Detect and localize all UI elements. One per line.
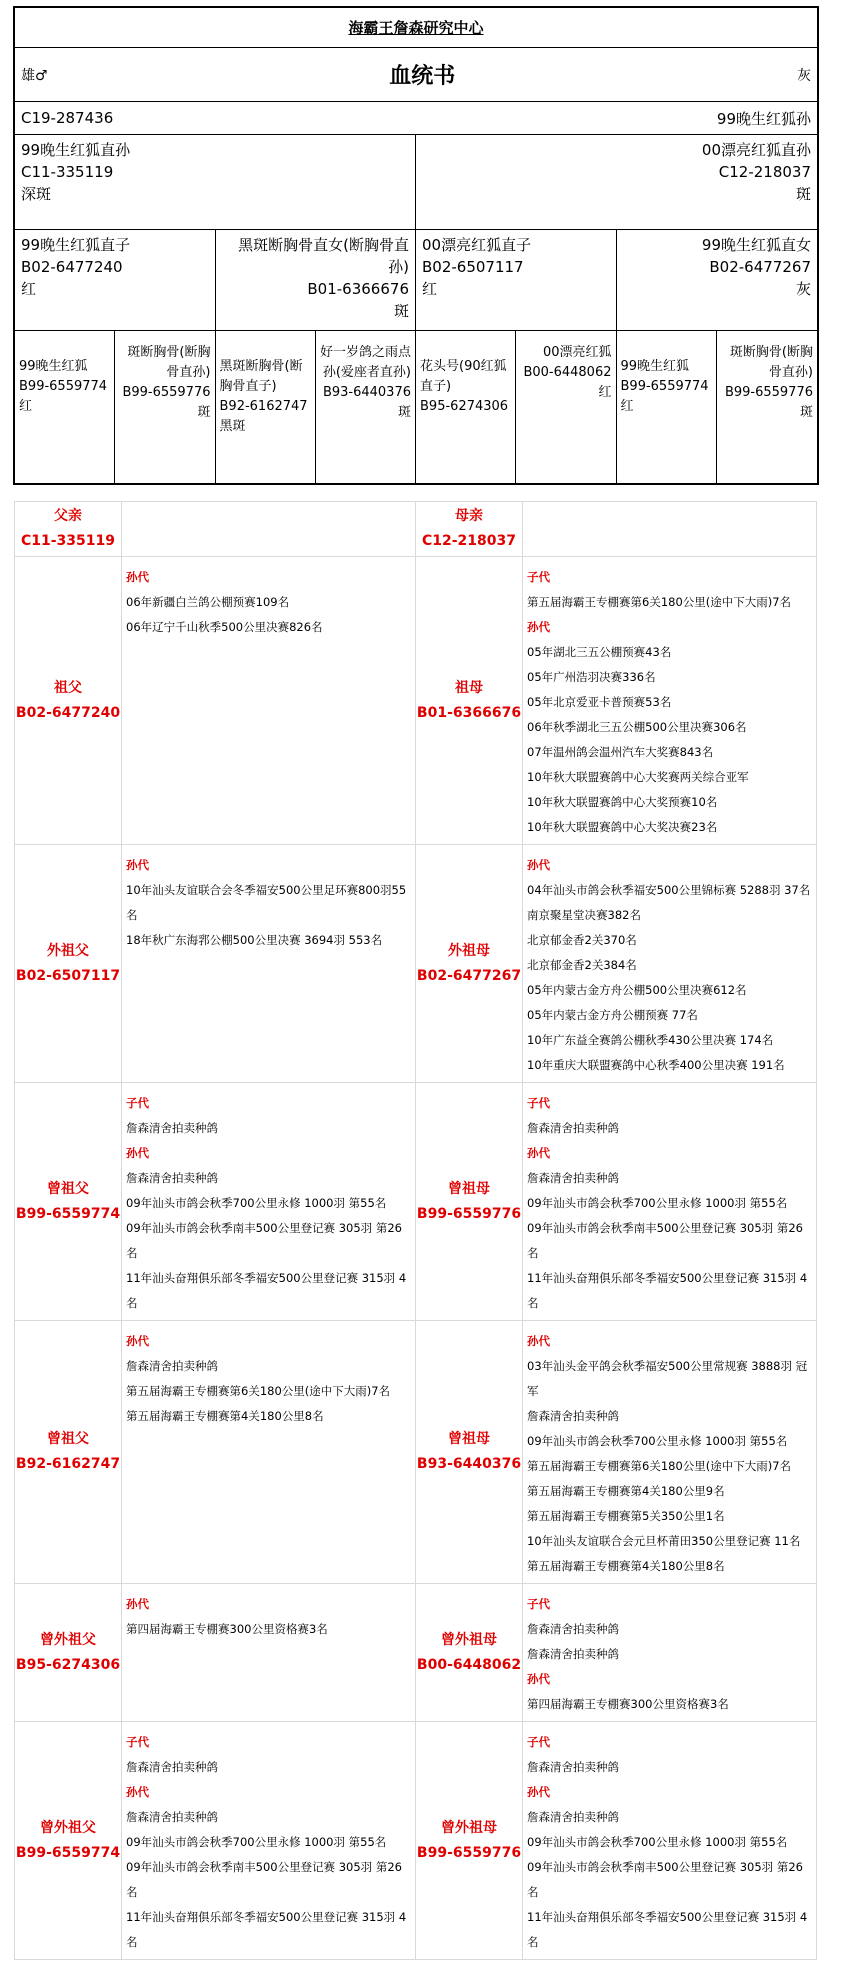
- race-record: 詹森清舍拍卖种鸽: [126, 1359, 218, 1373]
- bird-name: 好一岁鸽之雨点孙(爱座者直孙): [319, 345, 411, 380]
- bird-ring: B99-6559774: [620, 379, 709, 394]
- generation-heading: 子代: [126, 1096, 149, 1110]
- dam-cell: [416, 135, 817, 229]
- generation-heading: 孙代: [126, 1146, 149, 1160]
- race-record: 10年重庆大联盟赛鸽中心秋季400公里决赛 191名: [527, 1058, 785, 1072]
- generation-heading: 孙代: [527, 620, 550, 634]
- race-record: 10年秋大联盟赛鸽中心大奖赛两关综合亚军: [527, 770, 749, 784]
- relation-label: [15, 1722, 122, 1960]
- empty-cell: [523, 502, 817, 557]
- generation-heading: 孙代: [527, 1785, 550, 1799]
- race-record: 第五届海霸王专棚赛第6关180公里(途中下大雨)7名: [126, 1384, 391, 1398]
- record-row: [15, 1722, 817, 1960]
- race-record-list: [122, 845, 416, 1083]
- race-record: 10年汕头友谊联合会冬季福安500公里足环赛800羽55名: [126, 883, 407, 922]
- race-record: 詹森清舍拍卖种鸽: [126, 1121, 218, 1135]
- race-record: 詹森清舍拍卖种鸽: [126, 1810, 218, 1824]
- grandparents-row: [15, 230, 817, 331]
- relation-title: 父亲: [54, 508, 82, 524]
- relation-label: [15, 557, 122, 845]
- race-record: 09年汕头市鸽会秋季南丰500公里登记赛 305羽 第26名: [527, 1221, 803, 1260]
- record-row: [15, 1083, 817, 1321]
- bird-color: 红: [422, 280, 438, 298]
- relation-title: 曾祖父: [47, 1180, 89, 1197]
- record-row: [15, 1321, 817, 1584]
- bird-name: 99晚生红狐直子: [21, 236, 131, 254]
- relation-label: [15, 1584, 122, 1722]
- relation-title: 曾祖母: [448, 1431, 490, 1447]
- race-record: 09年汕头市鸽会秋季700公里永修 1000羽 第55名: [527, 1196, 788, 1210]
- generation-heading: 孙代: [126, 570, 149, 584]
- sire-color: 深斑: [21, 185, 52, 203]
- organization-title: 海霸王詹森研究中心: [15, 8, 817, 48]
- race-record: 04年汕头市鸽会秋季福安500公里锦标赛 5288羽 37名: [527, 883, 811, 897]
- father-label: [15, 502, 122, 557]
- relation-label: [416, 1722, 523, 1960]
- bird-name: 99晚生红狐: [19, 359, 88, 374]
- relation-ring: B02-6477240: [15, 704, 121, 721]
- strain-label: 99晚生红狐孙: [716, 109, 811, 128]
- race-record-list: [122, 1083, 416, 1321]
- race-record-list: [122, 1321, 416, 1584]
- generation-heading: 孙代: [126, 858, 149, 872]
- relation-label: [416, 1083, 523, 1321]
- bird-ring: B02-6477240: [21, 258, 123, 276]
- race-record: 第五届海霸王专棚赛第4关180公里8名: [527, 1559, 725, 1573]
- race-record: 18年秋广东海郛公棚500公里决赛 3694羽 553名: [126, 933, 383, 947]
- race-record: 11年汕头奋翔俱乐部冬季福安500公里登记赛 315羽 4名: [527, 1271, 808, 1310]
- race-record: 10年秋大联盟赛鸽中心大奖预赛10名: [527, 795, 718, 809]
- race-record: 09年汕头市鸽会秋季700公里永修 1000羽 第55名: [126, 1196, 387, 1210]
- race-record: 詹森清舍拍卖种鸽: [126, 1171, 218, 1185]
- race-record: 09年汕头市鸽会秋季南丰500公里登记赛 305羽 第26名: [126, 1221, 402, 1260]
- race-record: 11年汕头奋翔俱乐部冬季福安500公里登记赛 315羽 4名: [126, 1271, 407, 1310]
- race-records-table: [14, 501, 817, 1960]
- relation-ring: B02-6507117: [15, 967, 121, 984]
- race-record: 09年汕头市鸽会秋季700公里永修 1000羽 第55名: [527, 1835, 788, 1849]
- generation-heading: 孙代: [126, 1334, 149, 1348]
- relation-title: 曾祖母: [448, 1180, 490, 1197]
- race-record: 北京郁金香2关370名: [527, 933, 637, 947]
- race-record: 詹森清舍拍卖种鸽: [527, 1647, 619, 1661]
- race-record: 10年汕头友谊联合会元旦杯莆田350公里登记赛 11名: [527, 1534, 801, 1548]
- bird-color: 斑: [393, 302, 409, 320]
- relation-label: [416, 845, 523, 1083]
- generation-heading: 孙代: [527, 858, 550, 872]
- race-record: 06年辽宁千山秋季500公里决赛826名: [126, 620, 323, 634]
- relation-label: [15, 1083, 122, 1321]
- dam-ring: C12-218037: [718, 163, 811, 181]
- race-record: 第四届海霸王专棚赛300公里资格赛3名: [527, 1697, 729, 1711]
- relation-label: [416, 557, 523, 845]
- relation-title: 曾外祖母: [441, 1631, 497, 1648]
- relation-title: 外祖父: [47, 942, 89, 959]
- race-record: 10年广东益全赛鸽公棚秋季430公里决赛 174名: [527, 1033, 774, 1047]
- race-record-list: [523, 1083, 817, 1321]
- race-record-list: [523, 1722, 817, 1960]
- relation-ring: B99-6559776: [416, 1205, 522, 1222]
- relation-title: 母亲: [455, 508, 483, 524]
- race-record: 06年新疆白兰鸽公棚预赛109名: [126, 595, 290, 609]
- bird-color: 斑: [397, 405, 411, 420]
- race-record: 06年秋季湖北三五公棚500公里决赛306名: [527, 720, 747, 734]
- relation-ring: B00-6448062: [416, 1656, 522, 1673]
- race-record: 11年汕头奋翔俱乐部冬季福安500公里登记赛 315羽 4名: [126, 1910, 407, 1949]
- great-grandparent-cell: [15, 331, 115, 483]
- race-record: 詹森清舍拍卖种鸽: [126, 1760, 218, 1774]
- race-record: 北京郁金香2关384名: [527, 958, 637, 972]
- document-title: 血统书: [389, 64, 456, 89]
- generation-heading: 孙代: [527, 1672, 550, 1686]
- relation-title: 曾外祖母: [441, 1819, 497, 1836]
- relation-ring: B99-6559776: [416, 1844, 522, 1861]
- relation-title: 曾外祖父: [40, 1631, 96, 1648]
- race-record: 07年温州鸽会温州汽车大奖赛843名: [527, 745, 714, 759]
- race-record: 09年汕头市鸽会秋季700公里永修 1000羽 第55名: [527, 1434, 788, 1448]
- parents-header-row: [15, 502, 817, 557]
- id-bar: [15, 102, 817, 135]
- generation-heading: 孙代: [126, 1597, 149, 1611]
- race-record: 05年内蒙古金方舟公棚预赛 77名: [527, 1008, 698, 1022]
- bird-ring: B99-6559776: [122, 385, 211, 400]
- race-record-list: [523, 1321, 817, 1584]
- bird-name: 99晚生红狐: [620, 359, 690, 374]
- race-record: 詹森清舍拍卖种鸽: [527, 1760, 619, 1774]
- grandparent-cell: [617, 230, 818, 330]
- bird-name: 斑断胸骨(断胸骨直孙): [729, 345, 813, 380]
- generation-heading: 子代: [126, 1735, 149, 1749]
- bird-color: 红: [21, 280, 37, 298]
- bird-ring: B02-6477267: [709, 258, 811, 276]
- bird-name: 00漂亮红狐直子: [422, 236, 532, 254]
- record-row: [15, 1584, 817, 1722]
- relation-title: 外祖母: [448, 942, 490, 959]
- race-record: 詹森清舍拍卖种鸽: [527, 1171, 619, 1185]
- relation-title: 祖父: [54, 679, 82, 696]
- record-row: [15, 557, 817, 845]
- race-record: 第五届海霸王专棚赛第6关180公里(途中下大雨)7名: [527, 595, 792, 609]
- race-record: 第五届海霸王专棚赛第5关350公里1名: [527, 1509, 725, 1523]
- great-grandparent-cell: [717, 331, 817, 483]
- race-record-list: [523, 1584, 817, 1722]
- bird-name: 黑斑断胸骨(断胸骨直子): [219, 359, 303, 394]
- bird-ring: B02-6507117: [422, 258, 524, 276]
- race-record-list: [122, 1584, 416, 1722]
- bird-color: 红: [19, 399, 33, 414]
- bird-name: 00漂亮红狐: [542, 345, 612, 360]
- race-record: 第四届海霸王专棚赛300公里资格赛3名: [126, 1622, 328, 1636]
- race-record-list: [122, 1722, 416, 1960]
- relation-title: 曾祖父: [47, 1431, 89, 1447]
- race-record: 10年秋大联盟赛鸽中心大奖决赛23名: [527, 820, 718, 834]
- relation-ring: B99-6559774: [15, 1205, 121, 1222]
- grandparent-cell: [15, 230, 216, 330]
- great-grandparent-cell: [115, 331, 215, 483]
- bird-color: 斑: [197, 405, 211, 420]
- sire-ring: C11-335119: [21, 163, 114, 181]
- relation-title: 曾外祖父: [40, 1819, 96, 1836]
- generation-heading: 孙代: [527, 1146, 550, 1160]
- generation-heading: 子代: [527, 1597, 550, 1611]
- race-record: 詹森清舍拍卖种鸽: [527, 1409, 619, 1423]
- bird-ring: B01-6366676: [307, 280, 409, 298]
- sex-label: 雄♂: [21, 67, 48, 84]
- relation-label: [15, 1321, 122, 1584]
- empty-cell: [122, 502, 416, 557]
- great-grandparent-cell: [516, 331, 616, 483]
- relation-ring: B01-6366676: [416, 704, 522, 721]
- race-record: 05年广州浩羽决赛336名: [527, 670, 656, 684]
- grandparent-cell: [416, 230, 617, 330]
- bird-color: 黑斑: [219, 419, 246, 434]
- great-grandparents-row: [15, 331, 817, 483]
- race-record-list: [523, 557, 817, 845]
- dam-name: 00漂亮红狐直孙: [701, 141, 811, 159]
- relation-ring: B99-6559774: [15, 1844, 121, 1861]
- race-record: 05年湖北三五公棚预赛43名: [527, 645, 672, 659]
- great-grandparent-cell: [416, 331, 516, 483]
- pedigree-certificate: [13, 6, 819, 485]
- relation-ring: B92-6162747: [15, 1456, 121, 1472]
- race-record: 03年汕头金平鸽会秋季福安500公里常规赛 3888羽 冠军: [527, 1359, 808, 1398]
- great-grandparent-cell: [617, 331, 717, 483]
- ring-number: C19-287436: [21, 109, 114, 127]
- relation-ring: B93-6440376: [416, 1456, 522, 1472]
- race-record: 詹森清舍拍卖种鸽: [527, 1121, 619, 1135]
- race-record: 詹森清舍拍卖种鸽: [527, 1622, 619, 1636]
- relation-title: 祖母: [455, 679, 483, 696]
- relation-ring: C11-335119: [20, 533, 115, 549]
- generation-heading: 孙代: [527, 1334, 550, 1348]
- record-row: [15, 845, 817, 1083]
- bird-name: 花头号(90红狐直子): [420, 359, 507, 394]
- race-record-list: [122, 557, 416, 845]
- race-record: 11年汕头奋翔俱乐部冬季福安500公里登记赛 315羽 4名: [527, 1910, 808, 1949]
- race-record: 09年汕头市鸽会秋季700公里永修 1000羽 第55名: [126, 1835, 387, 1849]
- grandparent-cell: [216, 230, 417, 330]
- sire-name: 99晚生红狐直孙: [21, 141, 131, 159]
- bird-ring: B95-6274306: [420, 399, 509, 414]
- color-label: 灰: [796, 67, 811, 84]
- race-record: 第五届海霸王专棚赛第6关180公里(途中下大雨)7名: [527, 1459, 792, 1473]
- relation-ring: B02-6477267: [416, 967, 522, 984]
- great-grandparent-cell: [216, 331, 316, 483]
- dam-color: 斑: [795, 185, 811, 203]
- bird-ring: B00-6448062: [523, 365, 612, 380]
- bird-color: 灰: [795, 280, 811, 298]
- generation-heading: 子代: [527, 1096, 550, 1110]
- generation-heading: 子代: [527, 1735, 550, 1749]
- bird-name: 99晚生红狐直女: [701, 236, 811, 254]
- bird-color: 红: [598, 385, 612, 400]
- relation-label: [416, 1321, 523, 1584]
- title-bar: [15, 48, 817, 102]
- bird-name: 黑斑断胸骨直女(断胸骨直孙): [238, 236, 409, 276]
- bird-color: 斑: [799, 405, 813, 420]
- race-record: 05年内蒙古金方舟公棚500公里决赛612名: [527, 983, 747, 997]
- mother-label: [416, 502, 523, 557]
- race-record: 南京聚星堂决赛382名: [527, 908, 641, 922]
- generation-heading: 孙代: [126, 1785, 149, 1799]
- bird-ring: B99-6559774: [19, 379, 108, 394]
- bird-ring: B99-6559776: [724, 385, 813, 400]
- bird-name: 斑断胸骨(断胸骨直孙): [127, 345, 211, 380]
- race-record: 第五届海霸王专棚赛第4关180公里9名: [527, 1484, 725, 1498]
- relation-label: [15, 845, 122, 1083]
- race-record: 第五届海霸王专棚赛第4关180公里8名: [126, 1409, 324, 1423]
- relation-label: [416, 1584, 523, 1722]
- race-record: 05年北京爱亚卡普预赛53名: [527, 695, 672, 709]
- race-record: 09年汕头市鸽会秋季南丰500公里登记赛 305羽 第26名: [126, 1860, 402, 1899]
- parents-row: [15, 135, 817, 230]
- relation-ring: B95-6274306: [15, 1656, 121, 1673]
- bird-color: 红: [620, 399, 634, 414]
- sire-cell: [15, 135, 416, 229]
- race-record: 詹森清舍拍卖种鸽: [527, 1810, 619, 1824]
- generation-heading: 子代: [527, 570, 550, 584]
- race-record-list: [523, 845, 817, 1083]
- bird-ring: B93-6440376: [322, 385, 411, 400]
- race-record: 09年汕头市鸽会秋季南丰500公里登记赛 305羽 第26名: [527, 1860, 803, 1899]
- relation-ring: C12-218037: [421, 533, 516, 549]
- bird-ring: B92-6162747: [219, 399, 308, 414]
- great-grandparent-cell: [316, 331, 416, 483]
